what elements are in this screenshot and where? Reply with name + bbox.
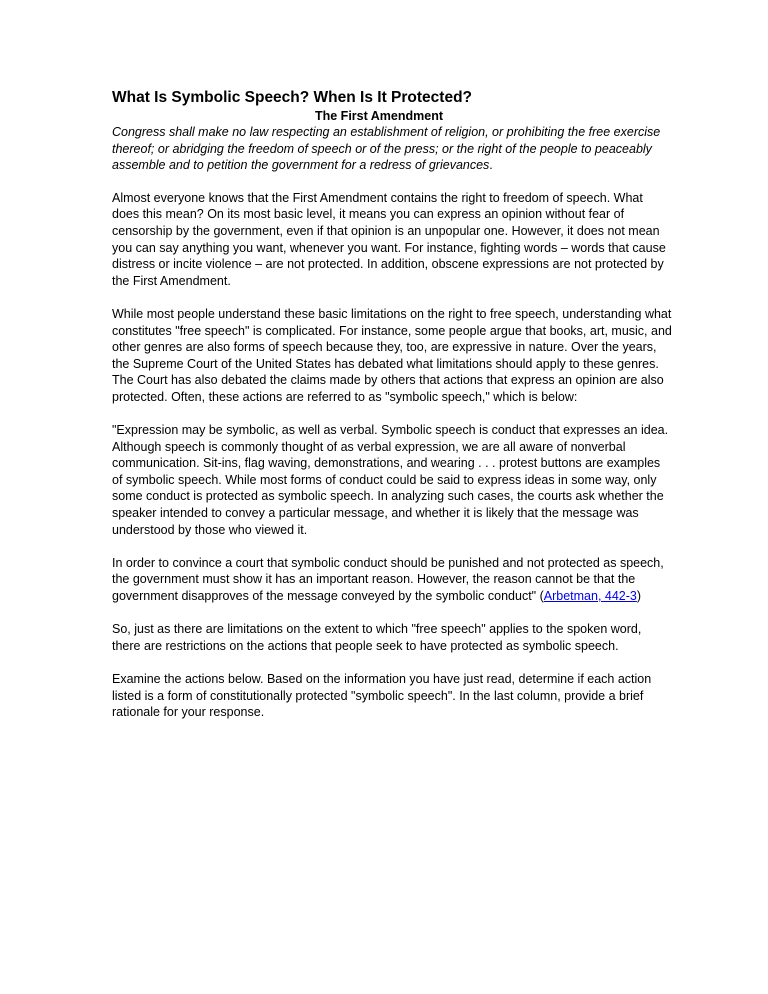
amendment-quote: [112, 124, 672, 174]
paragraph-limitations: While most people understand these basic limitations on the right to free speech, understanding what constitutes "free speech" is complicated. For instance, some people argue that books, art, music, and other genres are also forms of speech because they, too, are expressive in nature. Over the years, the Supreme Court of the United States has debated what limitations should apply to these genres. The Court has also debated the claims made by others that actions that express an opinion are also protected. Often, these actions are referred to as "symbolic speech," which is below:: [112, 306, 672, 404]
paragraph-restrictions: So, just as there are limitations on the extent to which "free speech" applies to the spoken word, there are restrictions on the actions that people seek to have protected as symbolic speech.: [112, 622, 642, 653]
document-subtitle: The First Amendment: [314, 109, 444, 123]
paragraph-symbolic-definition: "Expression may be symbolic, as well as verbal. Symbolic speech is conduct that expresses an idea. Although speech is commonly thought of as verbal expression, we are all aware of nonverbal communication. Sit-ins, flag waving, demonstrations, and wearing . . . protest buttons are examples of symbolic speech. While most forms of conduct could be said to express ideas in some way, only some conduct is protected as symbolic speech. In analyzing such cases, the courts ask whether the speaker intended to convey a particular message, and whether it is likely that the message was understood by those who viewed it.: [112, 423, 669, 537]
document-title: What Is Symbolic Speech? When Is It Protected?: [112, 89, 473, 106]
paragraph-court-conduct: [112, 555, 672, 605]
paragraph-court-conduct-text: In order to convince a court that symbolic conduct should be punished and not protected as speech, the government must show it has an important reason. However, the reason cannot be that the government disapproves of the message conveyed by the symbolic conduct" (: [112, 555, 664, 604]
paragraph-court-conduct-end: ): [636, 589, 642, 604]
amendment-quote-text: Congress shall make no law respecting an establishment of religion, or prohibiting the free exercise thereof; or abridging the freedom of speech or of the press; or the right of the people to peaceably assemble and to petition the government for a redress of grievances: [112, 125, 661, 173]
document-page: [112, 88, 672, 737]
paragraph-instructions: Examine the actions below. Based on the information you have just read, determine if each action listed is a form of constitutionally protected "symbolic speech". In the last column, provide a brief rationale for your response.: [112, 672, 652, 720]
citation-link[interactable]: Arbetman, 442-3: [543, 589, 637, 604]
paragraph-free-speech: Almost everyone knows that the First Amendment contains the right to freedom of speech. What does this mean? On its most basic level, it means you can express an opinion without fear of censorship by the government, even if that opinion is an unpopular one. However, it does not mean you can say anything you want, whenever you want. For instance, fighting words – words that cause distress or incite violence – are not protected. In addition, obscene expressions are not protected by the First Amendment.: [112, 190, 666, 288]
amendment-quote-end: .: [489, 158, 493, 173]
